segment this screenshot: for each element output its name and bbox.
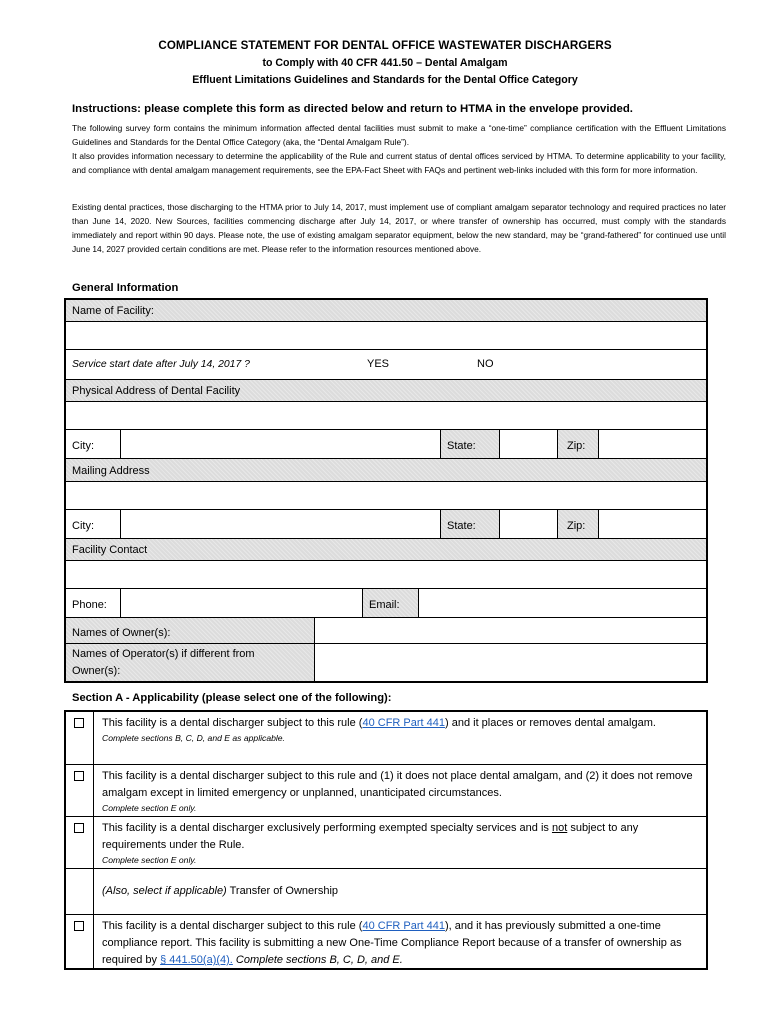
- physical-city-row: [66, 430, 706, 459]
- city-input[interactable]: [120, 430, 440, 458]
- phone-input[interactable]: [120, 589, 362, 617]
- phone-email-row: [66, 589, 706, 618]
- physical-address-label: Physical Address of Dental Facility: [72, 385, 241, 397]
- checkbox-option-3[interactable]: [74, 823, 84, 833]
- email-input[interactable]: [418, 589, 706, 617]
- transfer-of-ownership-text: (Also, select if applicable) Transfer of Ownership: [102, 885, 339, 897]
- section-a-options: [64, 710, 708, 970]
- title-line-1: COMPLIANCE STATEMENT FOR DENTAL OFFICE WASTEWATER DISCHARGERS: [158, 39, 612, 52]
- general-information-form: [64, 298, 708, 683]
- city-label: City:: [72, 520, 94, 532]
- option-3-text: This facility is a dental discharger exclusively performing exempted specialty services and is not subject to any requirements under the Rule. Complete section E only.: [102, 820, 702, 867]
- instructions-heading: Instructions: please complete this form as directed below and return to HTMA in the envelope provided.: [72, 103, 633, 115]
- title-line-2: to Comply with 40 CFR 441.50 – Dental Amalgam: [262, 57, 508, 69]
- general-information-heading: General Information: [72, 282, 179, 294]
- city-input[interactable]: [120, 510, 440, 538]
- operators-label-line-1: Names of Operator(s) if different from: [72, 648, 255, 660]
- option-3-note: Complete section E only.: [102, 855, 197, 865]
- option-row-3: [66, 817, 706, 869]
- zip-label-cell: [557, 510, 598, 538]
- checkbox-option-1[interactable]: [74, 718, 84, 728]
- instructions-paragraph-3: Existing dental practices, those discharging to the HTMA prior to July 14, 2017, must implement use of compliant amalgam separator technology and required practices no later than June 14, 2020. New Sources, facilities commencing discharge after July 14, 2017, or where transfer of ownership has occurred, must comply with the standards immediately and report within 90 days. Please note, the use of existing amalgam separator equipment, below the new standard, may be “grand-fathered” for continued use until June 14, 2027 provided certain conditions are met. Please refer to the information resources mentioned above.: [72, 202, 726, 254]
- owners-row: [66, 618, 706, 644]
- form-title: [0, 39, 770, 86]
- email-label-cell: [362, 589, 418, 617]
- transfer-row: [66, 869, 706, 915]
- state-label: State:: [447, 440, 476, 452]
- mailing-address-label: Mailing Address: [72, 465, 150, 477]
- yes-option[interactable]: YES: [367, 358, 390, 370]
- option-1-text: This facility is a dental discharger subject to this rule (40 CFR Part 441) and it places or removes dental amalgam. Complete sections B, C, D, and E as applicable.: [102, 715, 702, 745]
- option-row-4: [66, 915, 706, 968]
- email-label: Email:: [369, 599, 400, 611]
- option-row-2: [66, 765, 706, 817]
- checkbox-option-2[interactable]: [74, 771, 84, 781]
- operators-input[interactable]: [314, 644, 706, 681]
- checkbox-option-4[interactable]: [74, 921, 84, 931]
- zip-label: Zip:: [567, 440, 586, 452]
- zip-label-cell: [557, 430, 598, 458]
- facility-name-label-row: [66, 300, 706, 322]
- state-label-cell: [440, 430, 499, 458]
- physical-address-field[interactable]: [66, 402, 706, 430]
- option-row-1: [66, 712, 706, 765]
- mailing-address-label-row: [66, 459, 706, 482]
- state-label-cell: [440, 510, 499, 538]
- state-label: State:: [447, 520, 476, 532]
- section-a-heading: Section A - Applicability (please select one of the following):: [72, 692, 392, 704]
- operators-label-line-2: Owner(s):: [72, 665, 121, 677]
- city-label: City:: [72, 440, 94, 452]
- state-input[interactable]: [499, 510, 557, 538]
- instructions-paragraph-2: It also provides information necessary to determine the applicability of the Rule and current status of dental offices serviced by HTMA. To determine applicability to your facility, and compliance with dental amalgam management requirements, see the EPA-Fact Sheet with FAQs and pertinent web-links included with this form for more information.: [72, 151, 726, 175]
- option-4-text: This facility is a dental discharger subject to this rule (40 CFR Part 441), and it has previously submitted a one-time compliance report. This facility is submitting a new One-Time Compliance Report because of a transfer of ownership as required by § 441.50(a)(4). Complete sections B, C, D, and E.: [102, 920, 682, 966]
- cfr-part-441-link[interactable]: 40 CFR Part 441: [362, 717, 445, 729]
- section-441-50-link[interactable]: § 441.50(a)(4).: [160, 954, 233, 966]
- zip-label: Zip:: [567, 520, 586, 532]
- service-start-row: [66, 350, 706, 380]
- facility-contact-field[interactable]: [66, 561, 706, 589]
- owners-label-cell: [66, 618, 314, 643]
- facility-name-label: Name of Facility:: [72, 305, 154, 317]
- facility-name-field[interactable]: [66, 322, 706, 350]
- owners-input[interactable]: [314, 618, 706, 643]
- operators-row: [66, 644, 706, 681]
- operators-label-cell: [66, 644, 314, 681]
- cfr-part-441-link[interactable]: 40 CFR Part 441: [362, 920, 445, 932]
- owners-label: Names of Owner(s):: [72, 627, 171, 639]
- state-input[interactable]: [499, 430, 557, 458]
- option-1-note: Complete sections B, C, D, and E as applicable.: [102, 733, 285, 743]
- title-line-3: Effluent Limitations Guidelines and Standards for the Dental Office Category: [192, 74, 578, 86]
- zip-input[interactable]: [598, 430, 706, 458]
- service-start-label: Service start date after July 14, 2017 ?: [72, 359, 250, 370]
- mailing-city-row: [66, 510, 706, 539]
- no-option[interactable]: NO: [477, 358, 494, 370]
- facility-contact-label: Facility Contact: [72, 544, 148, 556]
- zip-input[interactable]: [598, 510, 706, 538]
- option-2-text: This facility is a dental discharger subject to this rule and (1) it does not place dental amalgam, and (2) it does not remove amalgam except in limited emergency or unplanned, unanticipated circumstances. Complete section E only.: [102, 768, 702, 815]
- operators-label: [72, 646, 255, 680]
- facility-contact-label-row: [66, 539, 706, 561]
- instructions-paragraph-1: The following survey form contains the minimum information affected dental facilities must submit to make a “one-time” compliance certification with the Effluent Limitations Guidelines and Standards for the Dental Office Category (aka, the “Dental Amalgam Rule”).: [72, 123, 726, 147]
- mailing-address-field[interactable]: [66, 482, 706, 510]
- option-2-note: Complete section E only.: [102, 803, 197, 813]
- physical-address-label-row: [66, 380, 706, 402]
- phone-label: Phone:: [72, 599, 107, 611]
